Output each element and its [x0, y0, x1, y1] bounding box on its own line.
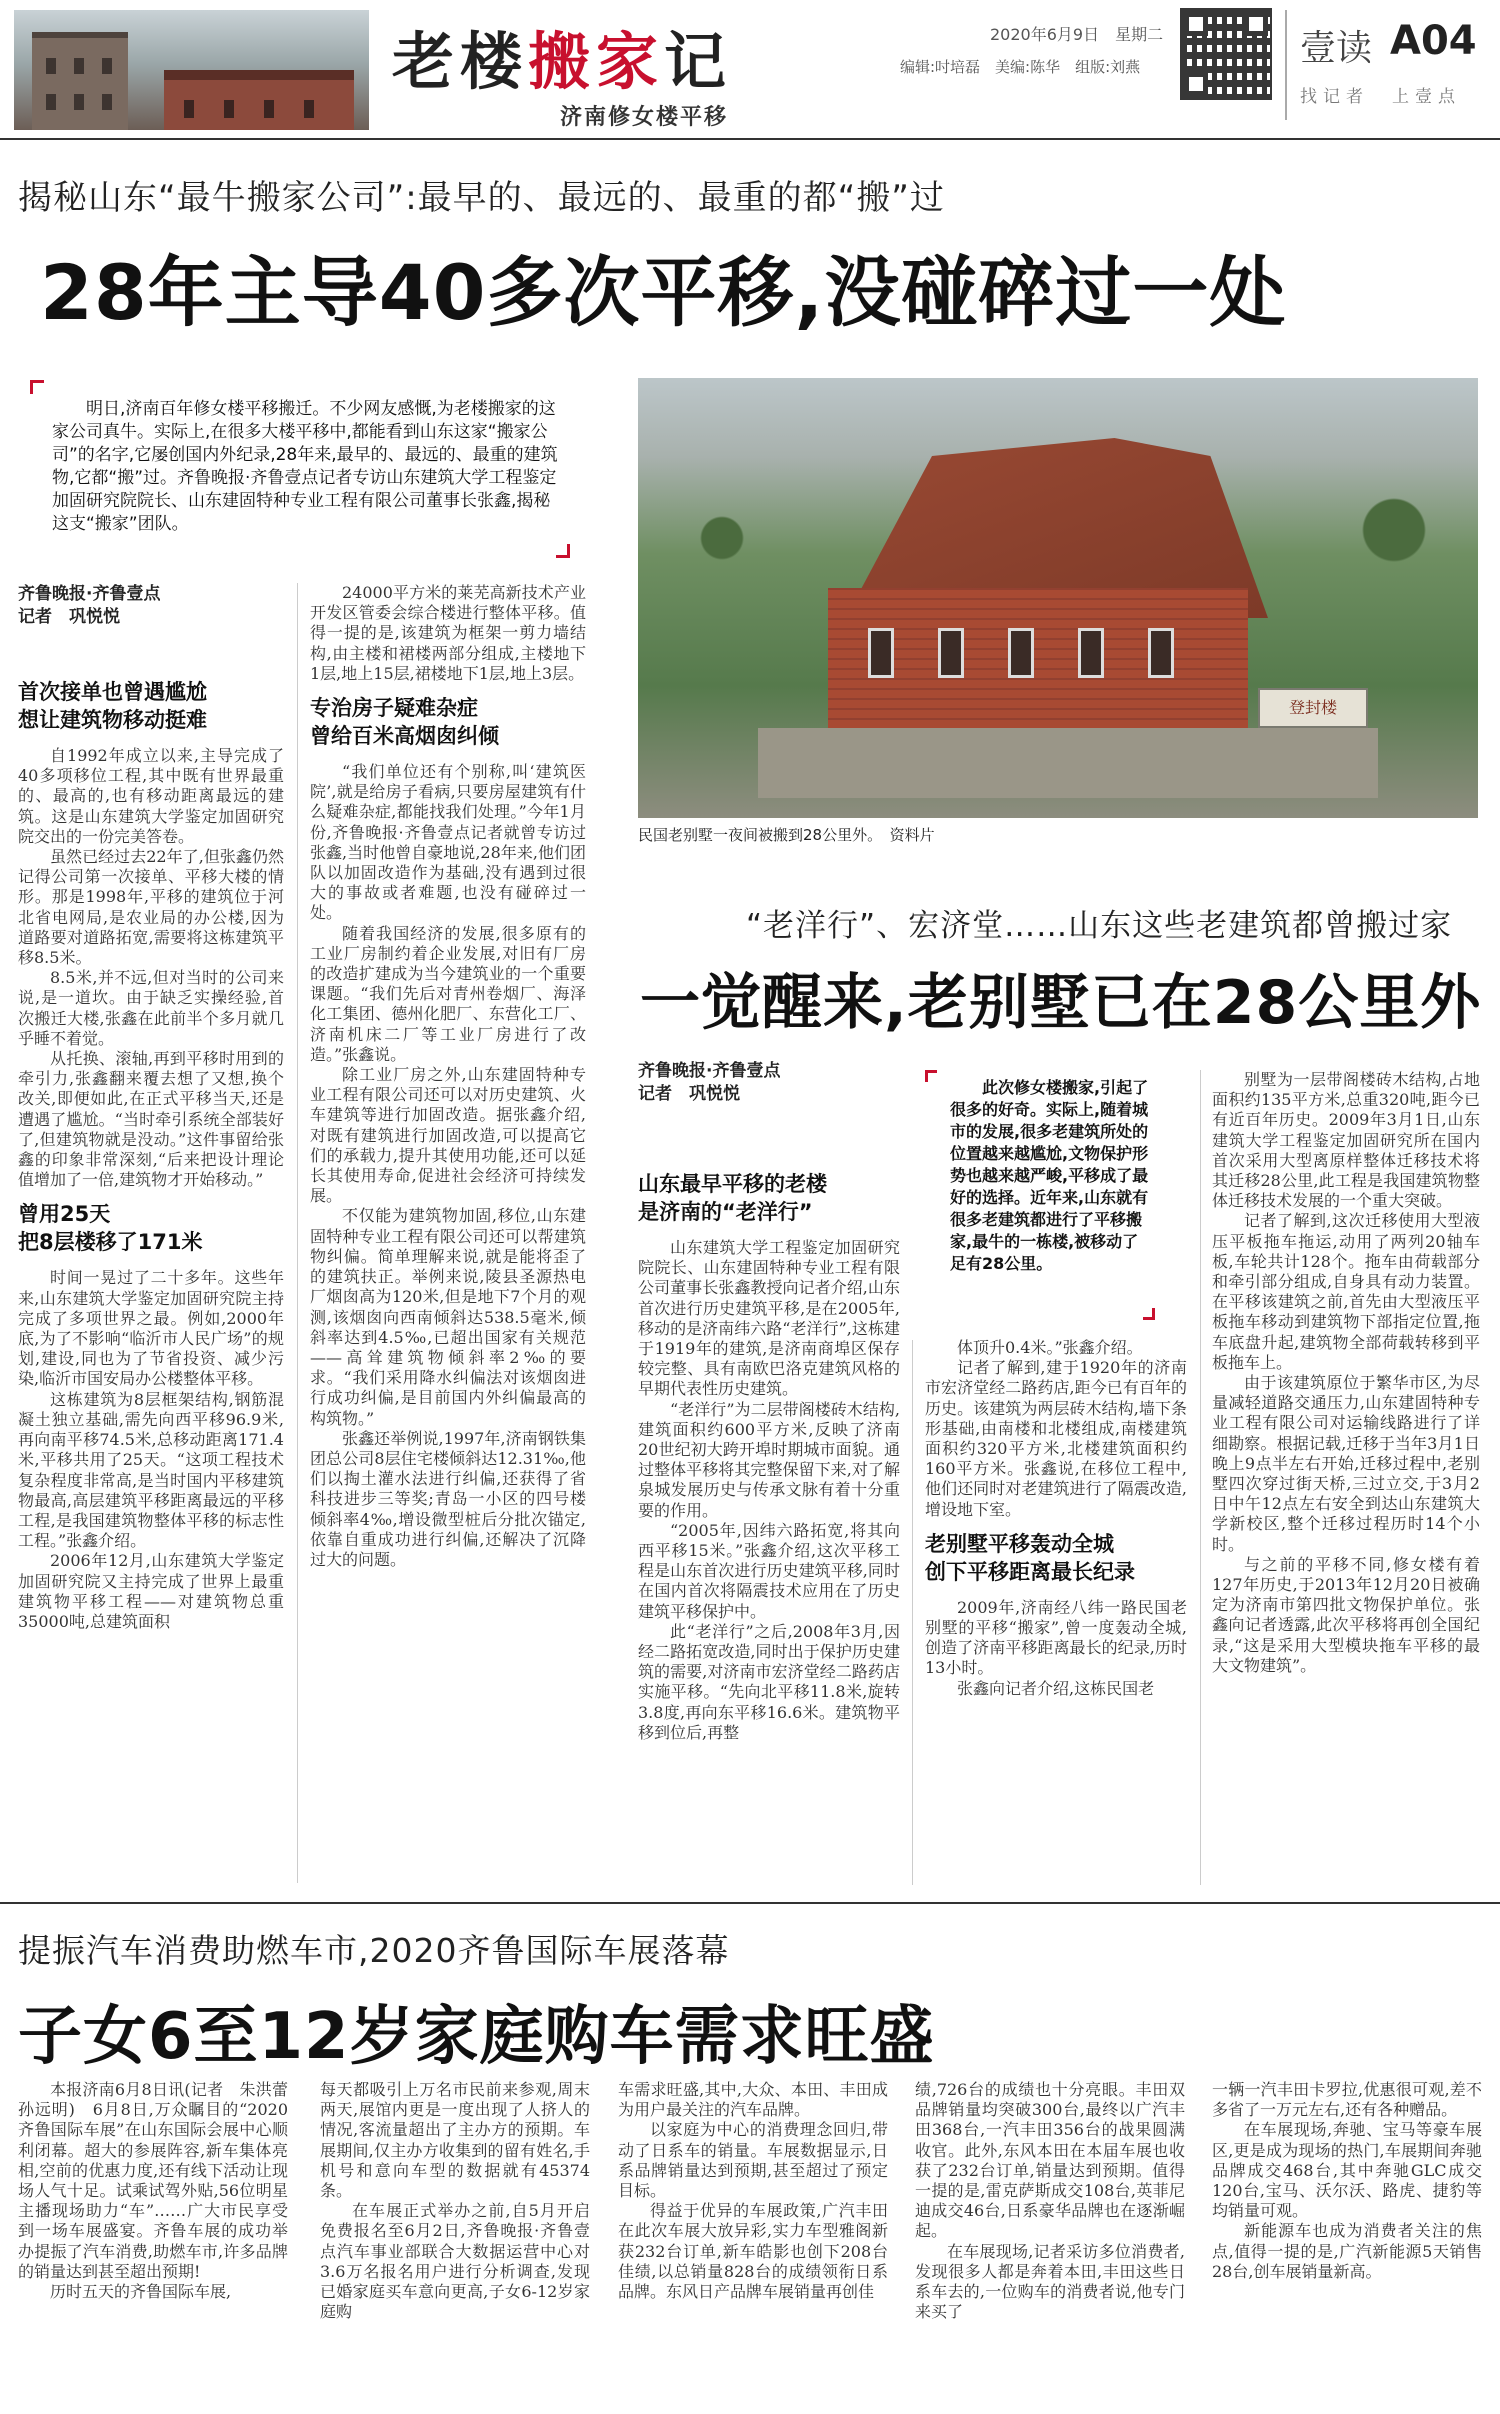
paragraph: 历时五天的齐鲁国际车展,	[50, 2282, 232, 2302]
paragraph: 绩,726台的成绩也十分亮眼。丰田双品牌销量均突破300台,最终以广汽丰田368台,一汽丰田356台的战果圆满收官。此外,东风本田在本届车展也收获了232台订单,销量达到预期。值得一提的是,雷克萨斯成交108台,英菲尼迪成交46台,日系豪华品牌也在逐渐崛起。	[915, 2080, 1185, 2241]
mid-story-headline: 一觉醒来,老别墅已在28公里外	[640, 968, 1482, 1038]
bottom-story-column-1	[18, 2080, 305, 2405]
paragraph: 车需求旺盛,其中,大众、本田、丰田成为用户最关注的汽车品牌。	[618, 2080, 888, 2120]
bottom-story-column-4	[915, 2080, 1185, 2405]
paragraph: 24000平方米的莱芜高新技术产业开发区管委会综合楼进行整体平移。值得一提的是,该建筑为框架一剪力墙结构,由主楼和裙楼两部分组成,主楼地下1层,地上15层,裙楼地下1层,地上3层。	[310, 583, 586, 683]
mid-story-byline: 齐鲁晚报·齐鲁壹点 记者 巩悦悦	[638, 1061, 781, 1104]
top-story-headline: 28年主导40多次平移,没碰碎过一处	[40, 248, 1287, 337]
paragraph: “老洋行”为二层带阁楼砖木结构,建筑面积约600平方米,反映了济南20世纪初大跨开埠时期城市面貌。通过整体平移将其完整保留下来,对了解泉城发展历史与传承文脉有着十分重要的作用。	[638, 1399, 900, 1520]
paragraph: 别墅为一层带阁楼砖木结构,占地面积约135平方米,总重320吨,距今已有近百年历史。2009年3月1日,山东建筑大学工程鉴定加固研究所在国内首次采用大型离原样整体迁移技术将其迁移28公里,此工程是我国建筑物整体迁移技术发展的一个重大突破。	[1212, 1070, 1480, 1211]
qr-code-icon[interactable]	[1180, 8, 1272, 100]
mid-story-summary: 此次修女楼搬家,引起了很多的好奇。实际上,随着城市的发展,很多老建筑所处的位置越来越尴尬,文物保护形势也越来越严峻,平移成了最好的选择。近年来,山东就有很多老建筑都进行了平移搬家,最牛的一栋楼,被移动了足有28公里。	[950, 1078, 1149, 1273]
paragraph: 张鑫还举例说,1997年,济南钢铁集团总公司8层住宅楼倾斜达12.31‰,他们以掏土灌水法进行纠偏,还获得了省科技进步三等奖;青岛一小区的四号楼倾斜率4‰,增设微型桩后分批次锚定,依靠自重成功进行纠偏,还解决了沉降过大的问题。	[310, 1428, 586, 1569]
editor-credits: 编辑:吋培磊 美编:陈华 组版:刘燕	[900, 58, 1141, 76]
masthead-title: 老楼搬家记	[392, 25, 733, 98]
paragraph: 新能源车也成为消费者关注的焦点,值得一提的是,广汽新能源5天销售28台,创车展销量新高。	[1212, 2221, 1482, 2281]
bottom-story-kicker: 提振汽车消费助燃车市,2020齐鲁国际车展落幕	[18, 1931, 730, 1970]
top-story-intro: 明日,济南百年修女楼平移搬迁。不少网友感慨,为老楼搬家的这家公司真牛。实际上,在很多大楼平移中,都能看到山东这家“搬家公司”的名字,它屡创国内外纪录,28年来,最早的、最远的、最重的建筑物,它都“搬”过。齐鲁晚报·齐鲁壹点记者专访山东建筑大学工程鉴定加固研究院院长、山东建固特种专业工程有限公司董事长张鑫,揭秘这支“搬家”团队。	[52, 399, 558, 534]
masthead	[0, 0, 1500, 140]
paragraph: 体顶升0.4米。”张鑫介绍。	[957, 1338, 1143, 1357]
paragraph: 在车展现场,奔驰、宝马等豪车展区,更是成为现场的热门,车展期间奔驰品牌成交468台,其中奔驰GLC成交120台,宝马、沃尔沃、路虎、捷豹等均销量可观。	[1212, 2120, 1482, 2221]
paragraph: “2005年,因纬六路拓宽,将其向西平移15米。”张鑫介绍,这次平移工程是山东首次进行历史建筑平移,同时在国内首次将隔震技术应用在了历史建筑平移保护中。	[638, 1520, 900, 1621]
paragraph: 由于该建筑原位于繁华市区,为尽量减轻道路交通压力,山东建固特种专业工程有限公司对运输线路进行了详细勘察。根据记载,迁移于当年3月1日晚上9点半左右开始,迁移过程中,老别墅四次穿过街天桥,三过立交,于3月2日中午12点左右安全到达山东建筑大学新校区,整个迁移过程历时14个小时。	[1212, 1373, 1480, 1554]
column-divider	[297, 583, 298, 1883]
issue-date: 2020年6月9日 星期二	[990, 25, 1164, 44]
photo-caption: 民国老别墅一夜间被搬到28公里外。 资料片	[638, 826, 935, 844]
paragraph: 在车展现场,记者采访多位消费者,发现很多人都是奔着本田,丰田这些日系车去的,一位购车的消费者说,他专门来买了	[915, 2241, 1185, 2322]
paragraph: 从托换、滚轴,再到平移时用到的牵引力,张鑫翻来覆去想了又想,换个改关,即便如此,在正式平移当天,还是遭遇了尴尬。“当时牵引系统全部装好了,但建筑物就是没动。”这件事留给张鑫的印象非常深刻,“后来把设计理论值增加了一倍,建筑物才开始移动。”	[18, 1049, 284, 1190]
bottom-story-column-2	[320, 2080, 590, 2405]
masthead-subtitle: 济南修女楼平移	[560, 105, 729, 130]
paragraph: “我们单位还有个别称,叫‘建筑医院’,就是给房子看病,只要房屋建筑有什么疑难杂症,都能找我们处理。”今年1月份,齐鲁晚报·齐鲁壹点记者就曾专访过张鑫,当时他曾自豪地说,28年来,他们团队以加固改造作为基础,没有遇到过很大的事故或者难题,也没有碰碎过一处。	[310, 762, 586, 923]
mid-story-column-3	[1212, 1070, 1480, 1885]
paragraph: 记者了解到,建于1920年的济南市宏济堂经二路药店,距今已有百年的历史。该建筑为两层砖木结构,墙下条形基础,由南楼和北楼组成,南楼建筑面积约320平方米,北楼建筑面积约160平方米。张鑫说,在移位工程中,他们还同时对老建筑进行了隔震改造,增设地下室。	[925, 1358, 1187, 1519]
paragraph: 以家庭为中心的消费理念回归,带动了日系车的销量。车展数据显示,日系品牌销量达到预期,甚至超过了预定目标。	[618, 2120, 888, 2201]
bottom-story-column-3	[618, 2080, 888, 2405]
bottom-story-headline: 子女6至12岁家庭购车需求旺盛	[18, 2000, 935, 2074]
column-divider	[1200, 1070, 1201, 1885]
section-name: 壹读	[1300, 28, 1373, 69]
paragraph: 每天都吸引上万名市民前来参观,周末两天,展馆内更是一度出现了人挤人的情况,客流量超出了主办方的预期。车展期间,仅主办方收集到的留有姓名,手机号和意向车型的数据就有45374条。	[320, 2080, 590, 2201]
section-divider	[0, 1902, 1500, 1904]
paragraph: 一辆一汽丰田卡罗拉,优惠很可观,差不多省了一万元左右,还有各种赠品。	[1212, 2080, 1482, 2120]
paragraph: 时间一晃过了二十多年。这些年来,山东建筑大学鉴定加固研究院主持完成了多项世界之最。例如,2000年底,为了不影响“临沂市人民广场”的规划,建设,同也为了节省投资、减少污染,临沂市国安局办公楼整体平移。	[18, 1268, 284, 1389]
paragraph: 不仅能为建筑物加固,移位,山东建固特种专业工程有限公司还可以帮建筑物纠偏。简单理解来说,就是能将歪了的建筑扶正。举例来说,陵县圣源热电厂烟囱高为120米,但是地下7个月的观测,该烟囱向西南倾斜达538.5毫米,倾斜率达到4.5‰,已超出国家有关规范——高耸建筑物倾斜率2‰的要求。“我们采用降水纠偏法对该烟囱进行成功纠偏,是目前国内外纠偏最高的构筑物。”	[310, 1206, 586, 1428]
paragraph: 与之前的平移不同,修女楼有着127年历史,于2013年12月20日被确定为济南市第四批文物保护单位。张鑫向记者透露,此次平移将再创全国纪录,“这是采用大型模块拖车平移的最大文物建筑”。	[1212, 1554, 1480, 1675]
paragraph: 除工业厂房之外,山东建固特种专业工程有限公司还可以对历史建筑、火车建筑等进行加固改造。据张鑫介绍,对既有建筑进行加固改造,可以提高它们的承载力,提升其使用功能,还可以延长其使用寿命,促进社会经济可持续发展。	[310, 1065, 586, 1206]
page-number: A04	[1390, 18, 1477, 64]
subheading: 山东最早平移的老楼 是济南的“老洋行”	[638, 1172, 827, 1224]
villa-sign: 登封楼	[1258, 688, 1368, 728]
paragraph: 自1992年成立以来,主导完成了40多项移位工程,其中既有世界最重的、最高的,也有移动距离最远的建筑。这是山东建筑大学鉴定加固研究院交出的一份完美答卷。	[18, 746, 284, 846]
subheading: 专治房子疑难杂症 曾给百米高烟囱纠倾	[310, 696, 499, 749]
paragraph: 8.5米,并不远,但对当时的公司来说,是一道坎。由于缺乏实操经验,首次搬迁大楼,张鑫在此前半个多月就几乎睡不着觉。	[18, 968, 284, 1048]
paragraph: 张鑫向记者介绍,这栋民国老	[957, 1678, 1155, 1698]
masthead-divider	[1285, 10, 1287, 120]
top-story-byline: 齐鲁晚报·齐鲁壹点 记者 巩悦悦	[18, 584, 161, 627]
reporter-line: 找记者 上壹点	[1300, 87, 1461, 107]
paragraph: 2006年12月,山东建筑大学鉴定加固研究院又主持完成了世界上最重建筑物平移工程——对建筑物总重35000吨,总建筑面积	[18, 1551, 284, 1631]
top-story-kicker: 揭秘山东“最牛搬家公司”:最早的、最远的、最重的都“搬”过	[18, 178, 945, 218]
paragraph: 山东建筑大学工程鉴定加固研究院院长、山东建固特种专业工程有限公司董事长张鑫教授向记者介绍,山东首次进行历史建筑平移,是在2005年,移动的是济南纬六路“老洋行”,这栋建于1919年的建筑,是济南商埠区保存较完整、具有南欧巴洛克建筑风格的早期代表性历史建筑。	[638, 1238, 900, 1399]
paragraph: 记者了解到,这次迁移使用大型液压平板拖车拖运,动用了两列20轴车板,车轮共计128个。拖车由荷载部分和牵引部分组成,自身具有动力装置。在平移该建筑之前,首先由大型液压平板拖车移动到建筑物下部指定位置,拖车底盘升起,建筑物全部荷载转移到平板拖车上。	[1212, 1211, 1480, 1372]
mid-story-kicker: “老洋行”、宏济堂……山东这些老建筑都曾搬过家	[746, 908, 1453, 944]
paragraph: 这栋建筑为8层框架结构,钢筋混凝土独立基础,需先向西平移96.9米,再向南平移74.5米,总移动距离171.4米,平移共用了25天。“这项工程技术复杂程度非常高,是当时国内平移建筑物最高,高层建筑平移距离最远的平移工程,是我国建筑物整体平移的标志性工程。”张鑫介绍。	[18, 1389, 284, 1551]
paragraph: 此“老洋行”之后,2008年3月,因经二路拓宽改造,同时出于保护历史建筑的需要,对济南市宏济堂经二路药店实施平移。“先向北平移11.8米,旋转3.8度,再向东平移16.6米。建筑物平移到位后,再整	[638, 1621, 900, 1742]
column-divider	[912, 1340, 913, 1885]
villa-photo	[638, 378, 1478, 818]
paragraph: 得益于优异的车展政策,广汽丰田在此次车展大放异彩,实力车型雅阁新获232台订单,新车皓影也创下208台佳绩,以总销量828台的成绩领衔日系品牌。东风日产品牌车展销量再创佳	[618, 2201, 888, 2302]
masthead-photo	[14, 10, 369, 130]
subheading: 首次接单也曾遇尴尬 想让建筑物移动挺难	[18, 680, 207, 732]
paragraph: 本报济南6月8日讯(记者 朱洪蕾 孙远明) 6月8日,万众瞩目的“2020齐鲁国际车展”在山东国际会展中心顺利闭幕。超大的参展阵容,新车集体亮相,空前的优惠力度,还有线下活动让现场人气十足。试乘试驾外贴,56位明星主播现场助力“车”……广大市民享受到一场车展盛宴。齐鲁车展的成功举办提振了汽车消费,助燃车市,许多品牌的销量达到甚至超出预期!	[18, 2080, 305, 2281]
mid-story-column-1	[638, 1160, 900, 1885]
subheading: 老别墅平移轰动全城 创下平移距离最长纪录	[925, 1531, 1135, 1584]
paragraph: 随着我国经济的发展,很多原有的工业厂房制约着企业发展,对旧有厂房的改造扩建成为当今建筑业的一个重要课题。“我们先后对青州卷烟厂、海泽化工集团、德州化肥厂、东营化工厂、济南机床二厂等工业厂房进行了改造。”张鑫说。	[310, 923, 586, 1064]
paragraph: 在车展正式举办之前,自5月开启免费报名至6月2日,齐鲁晚报·齐鲁壹点汽车事业部联合大数据运营中心对3.6万名报名用户进行分析调查,发现已婚家庭买车意向更高,子女6-12岁家庭购	[320, 2201, 590, 2322]
top-story-column-2	[310, 583, 586, 1883]
paragraph: 虽然已经过去22年了,但张鑫仍然记得公司第一次接单、平移大楼的情形。那是1998年,平移的建筑位于河北省电网局,是农业局的办公楼,因为道路要对道路拓宽,需要将这栋建筑平移8.5米。	[18, 847, 284, 968]
mid-story-column-2	[925, 1338, 1187, 1885]
paragraph: 2009年,济南经八纬一路民国老别墅的平移“搬家”,曾一度轰动全城,创造了济南平移距离最长的纪录,历时13小时。	[925, 1597, 1187, 1678]
bottom-story-column-5	[1212, 2080, 1482, 2405]
subheading: 曾用25天 把8层楼移了171米	[18, 1202, 203, 1255]
top-story-column-1	[18, 668, 284, 1883]
